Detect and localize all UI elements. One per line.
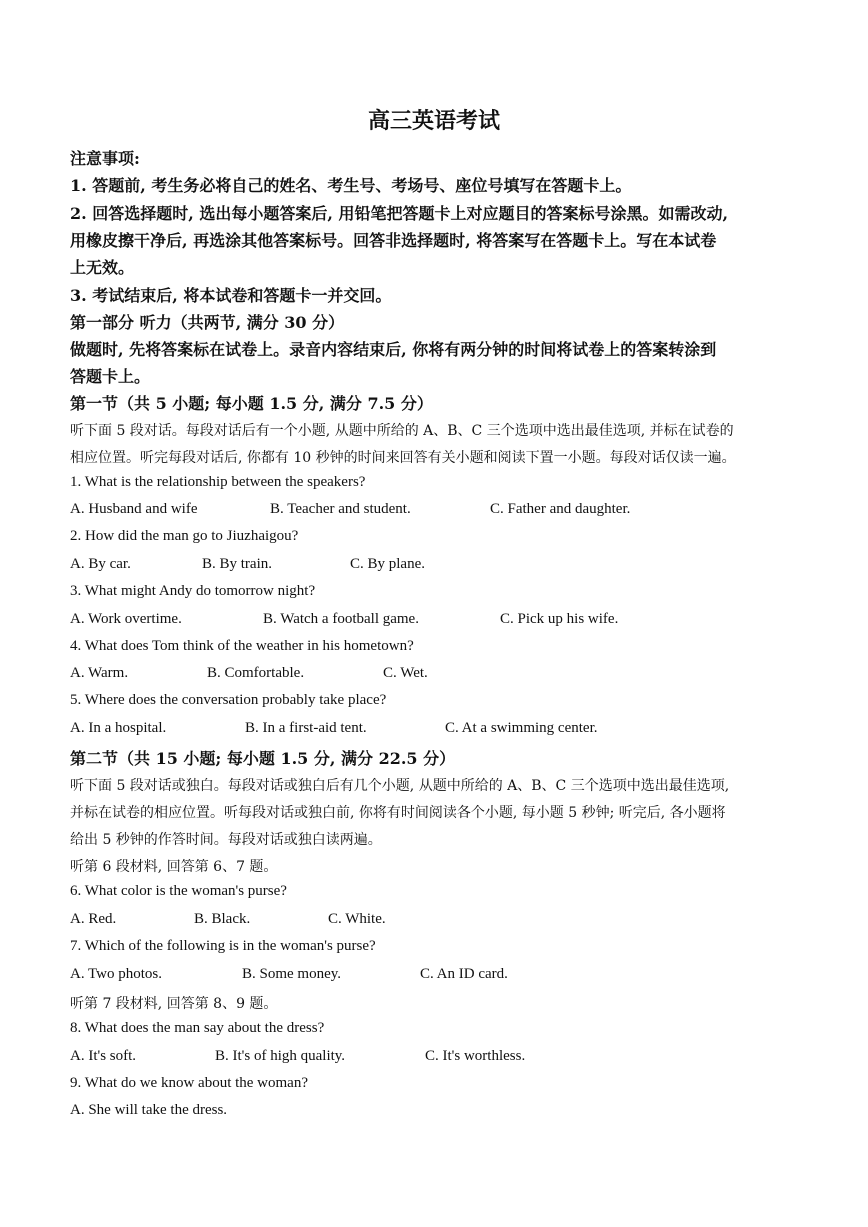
section2-instr-3: 给出 5 秒钟的作答时间。每段对话或独白读两遍。 [70,832,382,848]
q6-option-b: B. Black. [194,911,251,927]
q3-option-b: B. Watch a football game. [263,611,419,627]
q5-option-a: A. In a hospital. [70,720,167,736]
q7-option-c: C. An ID card. [420,966,508,982]
notice-item-2-cont: 用橡皮擦干净后, 再选涂其他答案标号。回答非选择题时, 将答案写在答题卡上。写在本试卷 [70,231,717,250]
notice-heading: 注意事项: [70,149,140,168]
q4-option-a: A. Warm. [70,665,129,681]
notice-item-2-end: 上无效。 [70,258,135,277]
question-7: 7. Which of the following is in the woman's purse? [70,938,376,954]
q1-option-a: A. Husband and wife [70,501,198,517]
q8-option-a: A. It's soft. [70,1048,137,1064]
material-7-note: 听第 7 段材料, 回答第 8、9 题。 [70,996,278,1012]
q5-option-b: B. In a first-aid tent. [245,720,367,736]
q5-option-c: C. At a swimming center. [445,720,598,736]
q7-option-a: A. Two photos. [70,966,163,982]
section2-instr-1: 听下面 5 段对话或独白。每段对话或独白后有几个小题, 从题中所给的 A、B、C 三个选项中选出最佳选项, [70,778,730,794]
section1-instr-2: 相应位置。听完每段对话后, 你都有 10 秒钟的时间来回答有关小题和阅读下置一小题。每段对话仅读一遍。 [70,450,736,466]
q2-option-a: A. By car. [70,556,131,572]
page-title: 高三英语考试 [367,108,500,134]
q8-option-c: C. It's worthless. [425,1048,526,1064]
q3-option-a: A. Work overtime. [70,611,182,627]
q3-option-c: C. Pick up his wife. [500,611,619,627]
q2-option-c: C. By plane. [350,556,425,572]
question-6: 6. What color is the woman's purse? [70,883,287,899]
part1-instr-2: 答题卡上。 [70,367,151,386]
question-3: 3. What might Andy do tomorrow night? [70,583,316,599]
q7-option-b: B. Some money. [242,966,342,982]
q4-option-c: C. Wet. [383,665,428,681]
question-8: 8. What does the man say about the dress? [70,1020,325,1036]
notice-item-3: 3. 考试结束后, 将本试卷和答题卡一并交回。 [70,286,392,305]
section1-instr-1: 听下面 5 段对话。每段对话后有一个小题, 从题中所给的 A、B、C 三个选项中选出最佳选项, 并标在试卷的 [70,423,734,439]
notice-item-2: 2. 回答选择题时, 选出每小题答案后, 用铅笔把答题卡上对应题目的答案标号涂黑。如需改动, [70,204,729,223]
q4-option-b: B. Comfortable. [207,665,305,681]
section2-instr-2: 并标在试卷的相应位置。听每段对话或独白前, 你将有时间阅读各个小题, 每小题 5 秒钟; 听完后, 各小题将 [70,805,726,821]
q1-option-b: B. Teacher and student. [270,501,411,517]
question-1: 1. What is the relationship between the speakers? [70,474,366,490]
material-6-note: 听第 6 段材料, 回答第 6、7 题。 [70,859,278,875]
section2-heading: 第二节（共 15 小题; 每小题 1.5 分, 满分 22.5 分） [70,749,456,768]
section1-heading: 第一节（共 5 小题; 每小题 1.5 分, 满分 7.5 分） [70,394,433,413]
part1-heading: 第一部分 听力（共两节, 满分 30 分） [70,313,345,332]
question-2: 2. How did the man go to Jiuzhaigou? [70,528,299,544]
q6-option-a: A. Red. [70,911,117,927]
question-5: 5. Where does the conversation probably take place? [70,692,387,708]
q8-option-b: B. It's of high quality. [215,1048,346,1064]
q9-option-a: A. She will take the dress. [70,1102,228,1118]
part1-instr-1: 做题时, 先将答案标在试卷上。录音内容结束后, 你将有两分钟的时间将试卷上的答案转涂到 [70,340,717,359]
q2-option-b: B. By train. [202,556,272,572]
question-9: 9. What do we know about the woman? [70,1075,309,1091]
notice-item-1: 1. 答题前, 考生务必将自己的姓名、考生号、考场号、座位号填写在答题卡上。 [70,176,632,195]
question-4: 4. What does Tom think of the weather in his hometown? [70,638,414,654]
q6-option-c: C. White. [328,911,386,927]
q1-option-c: C. Father and daughter. [490,501,631,517]
